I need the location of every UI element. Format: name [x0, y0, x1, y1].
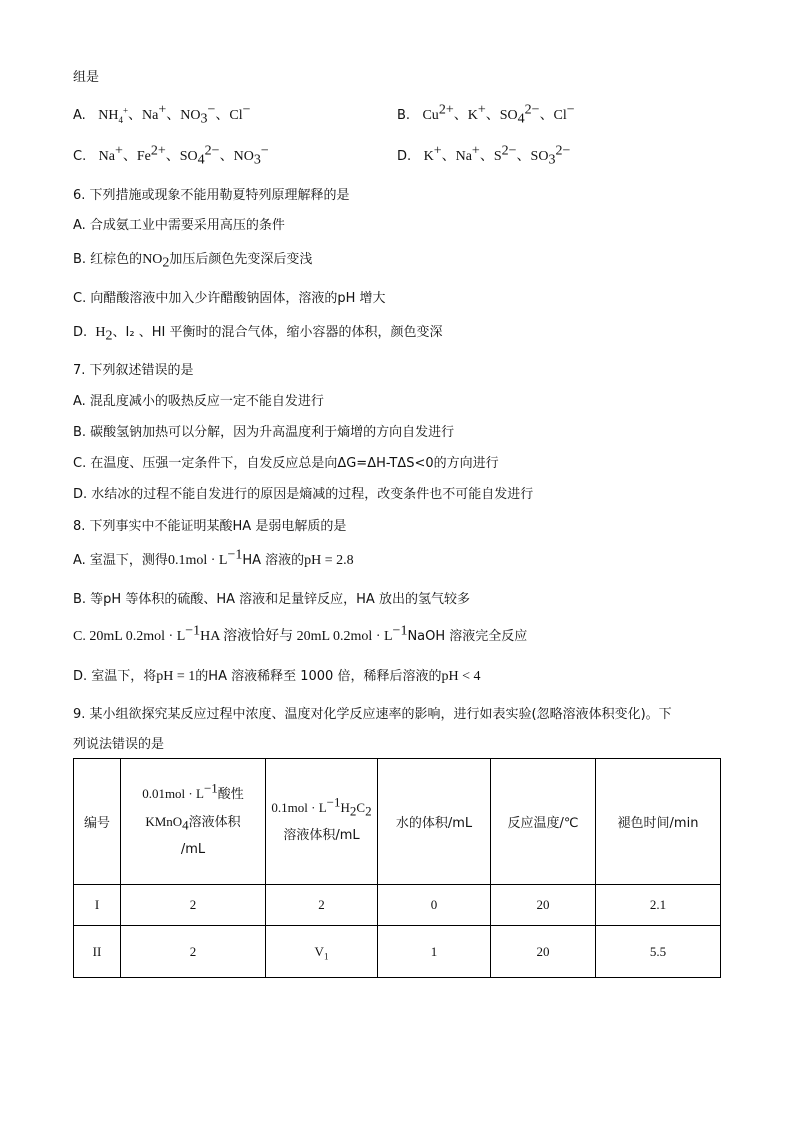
row-id: II: [74, 926, 121, 978]
q7-stem: 7. 下列叙述错误的是: [73, 363, 194, 378]
header-id: 编号: [74, 759, 121, 885]
row-water: 1: [378, 926, 491, 978]
q6-stem: 6. 下列措施或现象不能用勒夏特列原理解释的是: [73, 188, 350, 203]
q8-option-a: A. 室温下，测得$0.1mol \cdot L^{-1}HA$ 溶液的pH = 2.8: [73, 547, 354, 568]
row-time: 5.5: [596, 926, 721, 978]
q9-stem-line1: 9. 某小组欲探究某反应过程中浓度、温度对化学反应速率的影响，进行如表实验(忽略溶液体积变化)。下: [73, 707, 672, 722]
q5-option-a: A. $NH_4^+$、Na+、$NO_3^-$、Cl−: [73, 102, 251, 127]
q6-option-c: C. 向醋酸溶液中加入少许醋酸钠固体，溶液的pH 增大: [73, 291, 386, 306]
row-water: 0: [378, 885, 491, 926]
q8-stem: 8. 下列事实中不能证明某酸HA 是弱电解质的是: [73, 519, 347, 534]
header-temp: 反应温度/℃: [491, 759, 596, 885]
row-temp: 20: [491, 926, 596, 978]
q5-option-d: D. K+、Na+、$S^{2-}$、$SO_3^{2-}$: [397, 143, 571, 168]
q6-option-b: B. 红棕色的$NO_2$加压后颜色先变深后变浅: [73, 252, 313, 271]
q7-option-d: D. 水结冰的过程不能自发进行的原因是熵减的过程，改变条件也不可能自发进行: [73, 487, 534, 502]
header-fragment: 组是: [73, 70, 100, 85]
row-kmno4: 2: [121, 885, 266, 926]
row-kmno4: 2: [121, 926, 266, 978]
header-kmno4: $0.01mol \cdot L^{-1}$酸性 KMnO$_4$溶液体积 /mL: [121, 759, 266, 885]
row-temp: 20: [491, 885, 596, 926]
q7-option-c: C. 在温度、压强一定条件下，自发反应总是向ΔG=ΔH-TΔS<0的方向进行: [73, 456, 499, 471]
q9-stem-line2: 列说法错误的是: [73, 737, 165, 752]
experiment-table: [73, 758, 721, 978]
q5-option-b: B. $Cu^{2+}$、K+、$SO_4^{2-}$、Cl−: [397, 102, 575, 127]
table-row: [74, 885, 721, 926]
q8-option-c: C. 20mL $0.2mol \cdot L^{-1}HA$ 溶液恰好与 20mL $0.2mol \cdot L^{-1}NaOH$ 溶液完全反应: [73, 623, 528, 644]
q6-option-d: D. $H_2$、I₂ 、HI 平衡时的混合气体，缩小容器的体积，颜色变深: [73, 325, 443, 344]
row-time: 2.1: [596, 885, 721, 926]
header-h2c2o4: $0.1mol \cdot L^{-1}H_2C_2$ 溶液体积/mL: [266, 759, 378, 885]
table-row: [74, 926, 721, 978]
row-h2c2o4: 2: [266, 885, 378, 926]
q8-option-d: D. 室温下，将pH = 1的HA 溶液稀释至 1000 倍，稀释后溶液的pH < 4: [73, 669, 481, 684]
q7-option-a: A. 混乱度减小的吸热反应一定不能自发进行: [73, 394, 324, 409]
q7-option-b: B. 碳酸氢钠加热可以分解，因为升高温度利于熵增的方向自发进行: [73, 425, 455, 440]
table-header-row: [74, 759, 721, 885]
row-id: I: [74, 885, 121, 926]
header-time: 褪色时间/min: [596, 759, 721, 885]
q6-option-a: A. 合成氨工业中需要采用高压的条件: [73, 218, 285, 233]
header-water: 水的体积/mL: [378, 759, 491, 885]
q5-option-c: C. Na+、$Fe^{2+}$、$SO_4^{2-}$、$NO_3^-$: [73, 143, 269, 168]
q8-option-b: B. 等pH 等体积的硫酸、HA 溶液和足量锌反应，HA 放出的氢气较多: [73, 592, 470, 607]
row-h2c2o4: $V_1$: [266, 926, 378, 978]
